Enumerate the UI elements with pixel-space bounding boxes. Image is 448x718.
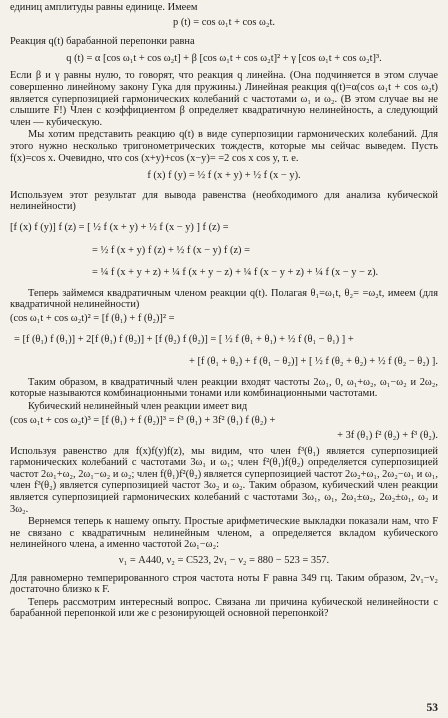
formula-product: f (x) f (y) = ½ f (x + y) + ½ f (x − y). (147, 170, 301, 182)
page-number: 53 (426, 702, 438, 714)
text-line-1: единиц амплитуды равны единице. Имеем (10, 2, 198, 13)
paragraph-combination-tones: Таким образом, в квадратичный член реакции входят частоты 2ω₁, 0, ω₁+ω₂, ω₁−ω₂ и 2ω₂, которые называются комбинационными тонами или комбинационными частотами. (10, 376, 438, 400)
paragraph-cubic-analysis: Используя равенство для f(x)f(y)f(z), мы видим, что член f³(θ₁) является суперпозицией гармонических колебаний с частотами 3ω₁ и ω₁; член f²(θ₁)f(θ₂) определяется суперпозицией частот 2ω₁+ω₂, 2ω₁−ω₂ и ω₂; член f(θ₁)f²(θ₂) является суперпозицией частот 2ω₂+ω₁, 2ω₂−ω₁ и ω₁, член f³(θ₂) является суперпозицией частот 3ω₂ и ω₂. Таким образом, кубический член реакции является суперпозицией гармонических колебаний с частотами 3ω₁, ω₁, 2ω₁±ω₂, 2ω₂±ω₁, ω₂ и 3ω₂. (10, 445, 438, 515)
formula-p-t: p (t) = cos ω₁t + cos ω₂t. (173, 16, 275, 28)
paragraph-cubic-intro: Используем этот результат для вывода равенства (необходимого для анализа кубической нелинейности) (10, 189, 438, 213)
text-line-2: Реакция q(t) барабанной перепонки равна (10, 36, 195, 48)
formula-square-1: (cos ω₁t + cos ω₂t)² = [f (θ₁) + f (θ₂)]² = (10, 312, 175, 324)
formula-square-3: + [f (θ₁ + θ₂) + f (θ₁ − θ₂)] + [ ½ f (θ₂ + θ₂) + ½ f (θ₂ − θ₂) ]. (189, 356, 438, 368)
paragraph-identities: Мы хотим представить реакцию q(t) в виде суперпозиции гармонических колебаний. Для этого нужно несколько тригонометрических тождеств, которые мы сейчас выведем. Пусть f(x)=cos x. Очевидно, что cos (x+y)+cos (x−y)= =2 cos x cos y, т. е. (10, 129, 438, 164)
formula-frequencies: ν₁ = A440, ν₂ = C523, 2ν₁ − ν₂ = 880 − 523 = 357. (118, 554, 330, 566)
paragraph-tempered: Для равномерно темперированного строя частота ноты F равна 349 гц. Таким образом, 2ν₁−ν₂ достаточно близко к F. (10, 572, 438, 596)
paragraph-experiment: Вернемся теперь к нашему опыту. Простые арифметические выкладки показали нам, что F не связано с квадратичным нелинейным членом, а определяется вкладом кубического нелинейного члена, а именно частотой 2ω₁−ω₂: (10, 516, 438, 551)
paragraph-linear: Если β и γ равны нулю, то говорят, что реакция q линейна. (Она подчиняется в этом случае совершенно линейному закону Гука для пружины.) Линейная реакция q(t)=α(cos ω₁t + cos ω₂t) является суперпозицией гармонических колебаний с частотами ω₁ и ω₂. (В этом случае вы не слышите F!) Член с коэффициентом β определяет квадратичную нелинейность, а следующий член — кубическую. (10, 70, 438, 128)
formula-square-2: = [f (θ₁) f (θ₁)] + 2[f (θ₁) f (θ₂)] + [f (θ₂) f (θ₂)] = [ ½ f (θ₁ + θ₁) + ½ f (θ₁ − θ₁) ] + (14, 334, 354, 346)
formula-triple-1: [f (x) f (y)] f (z) = [ ½ f (x + y) + ½ f (x − y) ] f (z) = (10, 221, 229, 233)
paragraph-question: Теперь рассмотрим интересный вопрос. Связана ли причина кубической нелинейности с барабанной перепонкой или же с резонирующей основной перепонкой? (10, 596, 438, 620)
formula-cube-1: (cos ω₁t + cos ω₂t)³ = [f (θ₁) + f (θ₂)]³ = f³ (θ₁) + 3f² (θ₁) f (θ₂) + (10, 415, 276, 427)
formula-q-t: q (t) = α [cos ω₁t + cos ω₂t] + β [cos ω₁t + cos ω₂t]² + γ [cos ω₁t + cos ω₂t]³. (66, 52, 382, 64)
paragraph-quadratic: Теперь займемся квадратичным членом реакции q(t). Полагая θ₁=ω₁t, θ₂= =ω₂t, имеем (для квадратичной нелинейности) (10, 287, 438, 311)
formula-triple-3: = ¼ f (x + y + z) + ¼ f (x + y − z) + ¼ f (x − y + z) + ¼ f (x − y − z). (92, 267, 379, 279)
formula-triple-2: = ½ f (x + y) f (z) + ½ f (x − y) f (z) = (92, 244, 250, 256)
text-cubic-term: Кубический нелинейный член реакции имеет вид (28, 400, 248, 412)
formula-cube-2: + 3f (θ₁) f² (θ₂) + f³ (θ₂). (337, 430, 438, 442)
